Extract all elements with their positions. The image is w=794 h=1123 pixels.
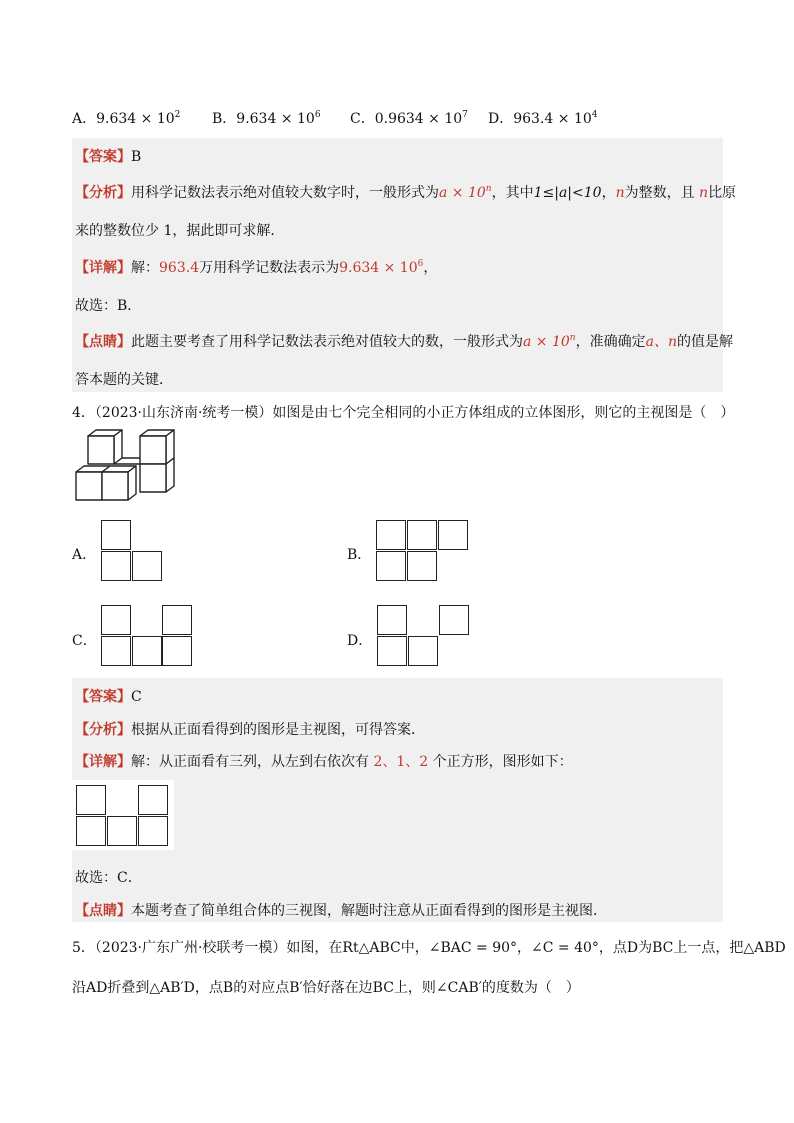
q3-comment-line2: 答本题的关键．	[75, 372, 173, 388]
q3-answer: 【答案】B	[75, 149, 142, 165]
q4-comment: 【点睛】本题考查了简单组合体的三视图，解题时注意从正面看得到的图形是主视图．	[75, 903, 607, 919]
answer-figure	[72, 780, 174, 850]
option-b: B．$9.634 \times 10^6$	[212, 110, 321, 127]
option-c: C．$0.9634 \times 10^7$	[350, 110, 468, 127]
q5-line1: 5．（2023·广东广州·校联考一模）如图，在Rt△ABC中，∠BAC = 90°，∠C = 40°，点D为BC上一点，把△ABD	[72, 940, 786, 956]
q4-label-d: D．	[347, 633, 373, 649]
q4-label-c: C．	[72, 633, 97, 649]
q4-choose: 故选：C．	[75, 870, 142, 886]
option-a: A．$9.634 \times 10^2$	[72, 110, 181, 127]
cube-stack-figure	[72, 428, 182, 508]
q3-analysis-line2: 来的整数位少 1，据此即可求解．	[75, 223, 285, 239]
q4-analysis: 【分析】根据从正面看得到的图形是主视图，可得答案．	[75, 722, 425, 738]
q4-label-a: A．	[72, 547, 97, 563]
q4-detail: 【详解】解：从正面看有三列，从左到右依次有 2、1、2 个正方形，图形如下：	[75, 754, 573, 770]
q3-comment-line1: 【点睛】此题主要考查了用科学记数法表示绝对值较大的数，一般形式为$a \times 10^n$，准确确定a、n的值是解	[75, 333, 733, 350]
q4-label-b: B．	[347, 547, 372, 563]
q3-choose: 故选：B．	[75, 298, 142, 314]
q4-answer: 【答案】C	[75, 689, 142, 705]
q4-stem: 4．（2023·山东济南·统考一模）如图是由七个完全相同的小正方体组成的立体图形，则它的主视图是（ ）	[72, 405, 735, 421]
q3-detail: 【详解】解：963.4万用科学记数法表示为$9.634 \times 10^6$，	[75, 259, 438, 276]
q5-line2: 沿AD折叠到△AB′D，点B的对应点B′恰好落在边BC上，则∠CAB′的度数为（ ）	[72, 980, 580, 996]
q3-analysis-line1: 【分析】用科学记数法表示绝对值较大数字时，一般形式为$a \times 10^n$，其中1≤|a|<10，n为整数，且 n比原	[75, 184, 737, 201]
option-d: D．$963.4 \times 10^4$	[488, 110, 598, 127]
